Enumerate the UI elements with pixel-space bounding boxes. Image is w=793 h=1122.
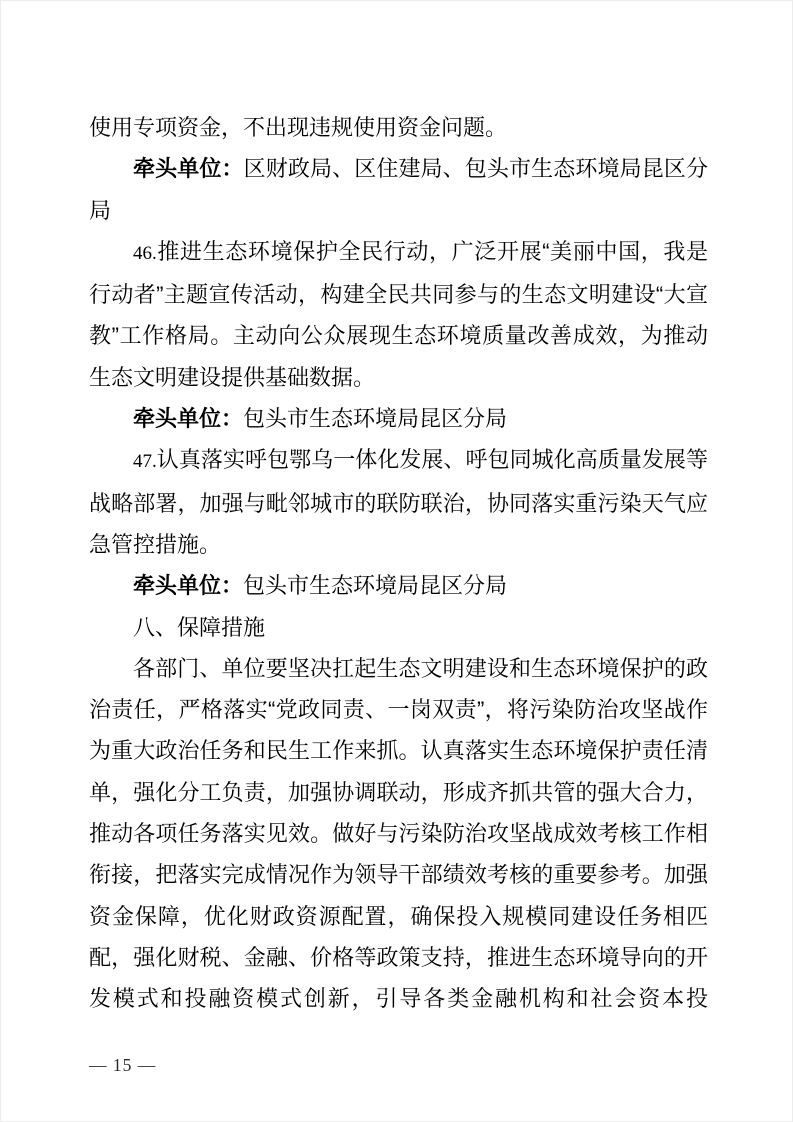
paragraph-text: 推进生态环境保护全民行动，广泛开展“美丽中国，我是行动者”主题宣传活动，构建全民共同参与的生态文明建设“大宣教”工作格局。主动向公众展现生态环境质量改善成效，为推动生态文明建设提供基础数据。 [89,238,708,390]
numbered-item-46 [89,231,708,398]
item-number: 46. [133,242,157,264]
lead-unit-value: 区财政局、区住建局、包头市生态环境局昆区分局 [89,156,708,223]
lead-unit-paragraph [89,565,708,606]
paragraph-text: 认真落实呼包鄂乌一体化发展、呼包同城化高质量发展等战略部署，加强与毗邻城市的联防联治，协同落实重污染天气应急管控措施。 [89,447,708,557]
numbered-item-47 [89,439,708,565]
lead-unit-label: 牵头单位： [133,156,244,182]
page-number [89,1055,156,1076]
item-number: 47. [133,451,157,473]
lead-unit-paragraph [89,148,708,231]
lead-unit-value: 包头市生态环境局昆区分局 [243,406,508,432]
paragraph-text: 使用专项资金，不出现违规使用资金问题。 [89,115,508,140]
lead-unit-label: 牵头单位： [133,573,244,599]
paragraph-continuation [89,107,708,148]
section-heading [89,607,708,648]
section-heading-text: 八、保障措施 [133,614,266,640]
paragraph-text: 各部门、单位要坚决扛起生态文明建设和生态环境保护的政治责任，严格落实“党政同责、一岗双责”，将污染防治攻坚战作为重大政治任务和民生工作来抓。认真落实生态环境保护责任清单，强化分工负责，加强协调联动，形成齐抓共管的强大合力，推动各项任务落实见效。做好与污染防治攻坚战成效考核工作相衔接，把落实完成情况作为领导干部绩效考核的重要参考。加强资金保障，优化财政资源配置，确保投入规模同建设任务相匹配，强化财税、金融、价格等政策支持，推进生态环境导向的开发模式和投融资模式创新，引导各类金融机构和社会资本投 [89,655,708,1012]
lead-unit-paragraph [89,398,708,439]
document-body [89,107,708,1020]
lead-unit-label: 牵头单位： [133,406,244,432]
lead-unit-value: 包头市生态环境局昆区分局 [243,573,508,599]
paragraph-body [89,648,708,1020]
page-number-text: — 15 — [89,1055,157,1075]
